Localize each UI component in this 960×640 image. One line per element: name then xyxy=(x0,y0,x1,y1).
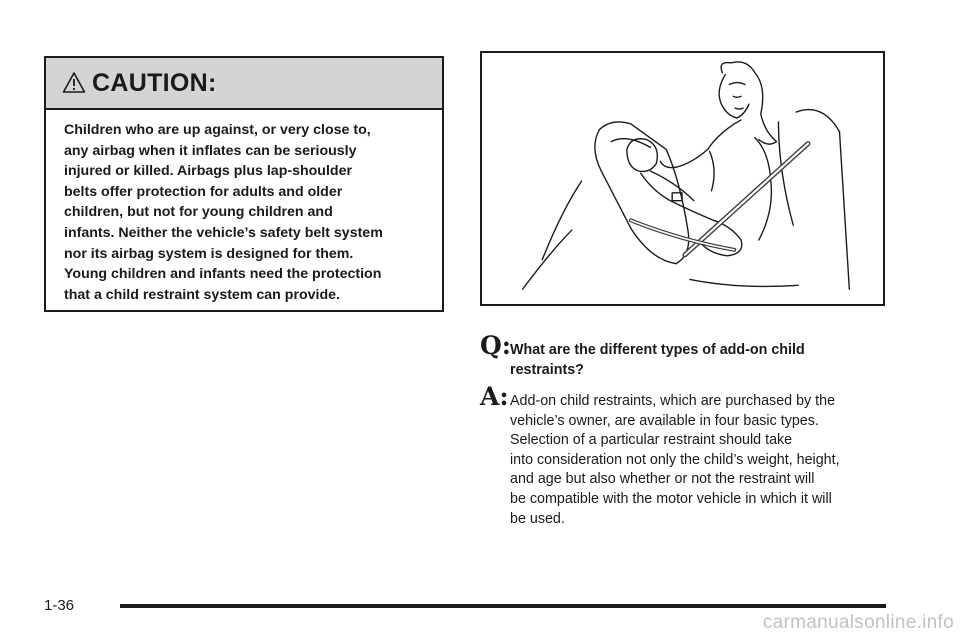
answer-line: vehicle’s owner, are available in four basic types. xyxy=(510,412,819,429)
question-line: What are the different types of add-on child xyxy=(510,342,805,358)
caution-line: nor its airbag system is designed for them. xyxy=(64,245,354,262)
footer-rule xyxy=(120,604,886,608)
question-marker: Q: xyxy=(480,331,512,360)
answer-line: be compatible with the motor vehicle in which it will xyxy=(510,490,832,507)
answer-line: Selection of a particular restraint should take xyxy=(510,432,793,449)
answer-line: and age but also whether or not the restraint will xyxy=(510,471,815,488)
page-number: 1-36 xyxy=(44,597,75,614)
question-line: restraints? xyxy=(510,361,584,378)
caution-text xyxy=(46,110,442,305)
caution-line: Children who are up against, or very close to, xyxy=(64,122,371,138)
answer-line: be used. xyxy=(510,510,565,527)
answer-line: Add-on child restraints, which are purchased by the xyxy=(510,393,836,409)
caution-line: infants. Neither the vehicle’s safety belt system xyxy=(64,224,383,241)
answer-line: into consideration not only the child’s weight, height, xyxy=(510,451,840,468)
caution-line: Young children and infants need the protection xyxy=(64,266,382,283)
warning-triangle-icon xyxy=(62,71,86,95)
illustration-adult-with-infant-seat xyxy=(480,51,885,306)
caution-line: injured or killed. Airbags plus lap-shoulder xyxy=(64,163,352,180)
caution-line: any airbag when it inflates can be seriously xyxy=(64,142,357,159)
caution-line: children, but not for young children and xyxy=(64,204,333,221)
question-block xyxy=(480,333,900,380)
caution-header xyxy=(46,58,442,110)
caution-title: CAUTION: xyxy=(92,68,217,97)
answer-marker: A: xyxy=(480,382,509,411)
caution-box xyxy=(44,56,444,312)
answer-block xyxy=(480,384,900,529)
question-text xyxy=(510,333,900,380)
caution-line: belts offer protection for adults and older xyxy=(64,183,343,200)
watermark: carmanualsonline.info xyxy=(762,612,954,633)
answer-text xyxy=(510,384,900,529)
caution-line: that a child restraint system can provide. xyxy=(64,286,340,303)
